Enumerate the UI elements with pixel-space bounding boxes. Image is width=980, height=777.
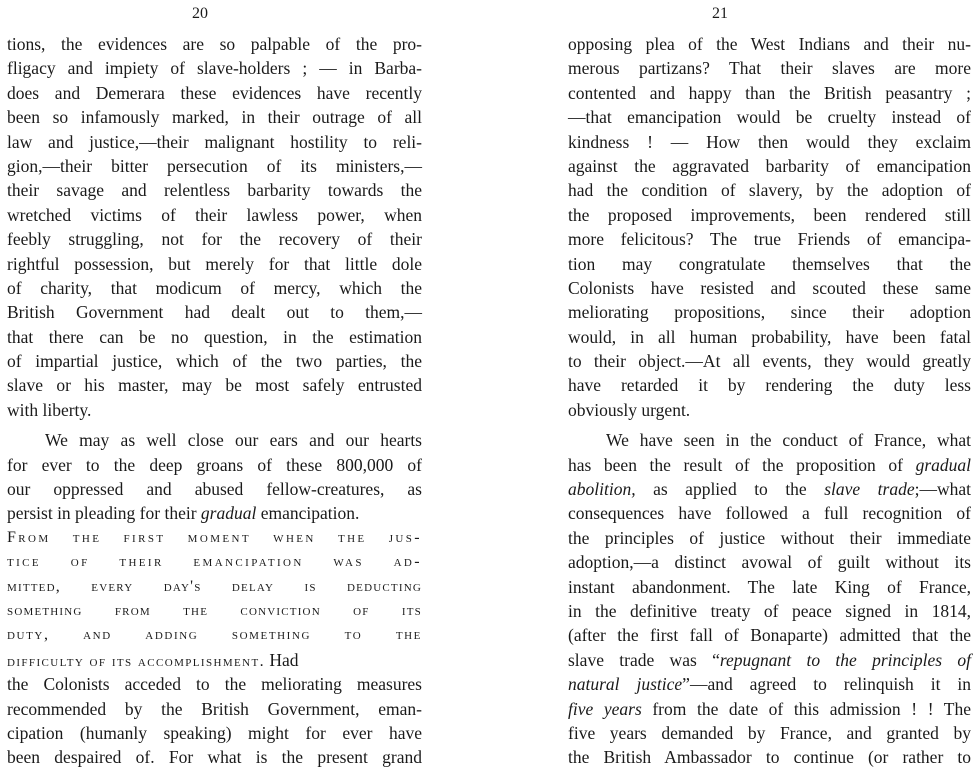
text-line: our oppressed and abused fellow-creatures, as [7,479,422,500]
text-line: We may as well close our ears and our hearts [45,430,422,451]
text-line: instant abandonment. The late King of France, [568,576,971,597]
italic-text: slave trade [824,479,915,500]
text-line: five years demanded by France, and granted by [568,722,971,743]
text-line: We have seen in the conduct of France, what [606,430,971,451]
text-line: fligacy and impiety of slave-holders ; — in Barba- [7,58,422,79]
text-line: opposing plea of the West Indians and their nu- [568,34,971,54]
text-line: the Colonists acceded to the meliorating measures [7,674,422,695]
text-line: been despaired of. For what is the present grand [7,747,422,768]
text-line: recommended by the British Government, eman- [7,698,422,719]
small-caps-line: mitted, every day's delay is deducting [7,577,422,595]
text-line: (after the first fall of Bonaparte) admitted that the [568,625,971,646]
text-line: of impartial justice, which of the two parties, the [7,351,422,372]
text-line: would, in all human probability, have been fatal [568,326,971,347]
text-line: the proposed improvements, been rendered still [568,204,971,225]
text-line: the British Ambassador to continue (or rather to [568,747,971,768]
text-line [568,672,971,696]
text-run: as applied to the [653,479,807,500]
text-line: consequences have followed a full recognition of [568,503,971,524]
text-line: —that emancipation would be cruelty instead of [568,107,971,128]
text-run: Had [269,649,299,670]
text-line: had the condition of slavery, by the adoption of [568,180,971,201]
text-run: emancipation. [260,503,360,524]
text-line: against the aggravated barbarity of emancipation [568,155,971,176]
text-line: British Government had dealt out to them,— [7,302,422,323]
page-number: 20 [192,5,208,22]
text-line: to their object.—At all events, they would greatly [568,351,971,372]
text-line: Colonists have resisted and scouted these same [568,277,971,298]
text-run: persist in pleading for their [7,503,197,524]
italic-text: gradual [915,454,971,475]
text-line [568,648,971,672]
small-caps-text: difficulty of its accomplishment. [7,652,265,670]
text-line [7,648,422,672]
text-line: obviously urgent. [568,399,691,420]
text-line: with liberty. [7,399,92,420]
text-line: the principles of justice without their immediate [568,527,971,548]
text-line: does and Demerara these evidences have recently [7,82,422,103]
text-run: slave trade was “ [568,649,720,670]
text-line: more felicitous? The true Friends of emancipa- [568,229,971,250]
text-line: gion,—their bitter persecution of its ministers,— [7,155,422,176]
small-caps-line: From the first moment when the jus- [7,528,422,546]
left-page-text [7,32,422,770]
text-line [568,697,971,721]
small-caps-line: duty, and adding something to the [7,626,422,644]
page-number: 21 [712,5,728,22]
italic-text: five years [568,698,642,719]
small-caps-line: tice of their emancipation was ad- [7,553,422,571]
italic-text: gradual [200,503,257,524]
text-line: tion may congratulate themselves that the [568,253,971,274]
text-line: adoption,—a distinct avowal of guilt without its [568,552,971,573]
text-line: their savage and relentless barbarity towards the [7,180,422,201]
text-line: wretched victims of their lawless power, when [7,204,422,225]
text-line: rightful possession, but merely for that little dole [7,253,422,274]
text-line: in the definitive treaty of peace signed in 1814, [568,600,971,621]
text-run: ”—and agreed to relinquish it in [682,674,972,695]
text-line: of charity, that modicum of mercy, which the [7,277,422,298]
italic-text: repugnant to the principles of [719,649,971,670]
text-line [7,501,422,525]
text-line: contented and happy than the British peasantry ; [568,82,971,103]
text-run: has been the result of the proposition of [568,454,903,475]
text-line: cipation (humanly speaking) might for ever have [7,722,422,743]
text-line [568,477,971,501]
text-line: tions, the evidences are so palpable of the pro- [7,34,422,54]
text-line: slave or his master, may be most safely entrusted [7,375,422,396]
text-line: merous partizans? That their slaves are more [568,58,971,79]
text-line [568,453,971,477]
text-line: law and justice,—their malignant hostility to reli- [7,131,422,152]
text-line: feebly struggling, not for the recovery of their [7,229,422,250]
text-run: from the date of this admission ! ! The [652,698,971,719]
text-run: ;—what [914,479,972,500]
text-line: meliorating propositions, since their adoption [568,302,971,323]
text-line: for ever to the deep groans of these 800,000 of [7,454,422,475]
text-line: have retarded it by rendering the duty less [568,375,971,396]
text-line: kindness ! — How then would they exclaim [568,131,971,152]
italic-text: abolition, [568,479,636,500]
small-caps-line: something from the conviction of its [7,601,422,619]
italic-text: natural justice [568,674,683,695]
text-line: that there can be no question, in the estimation [7,326,422,347]
right-page-text [568,32,971,770]
text-line: been so infamously marked, in their outrage of all [7,107,422,128]
